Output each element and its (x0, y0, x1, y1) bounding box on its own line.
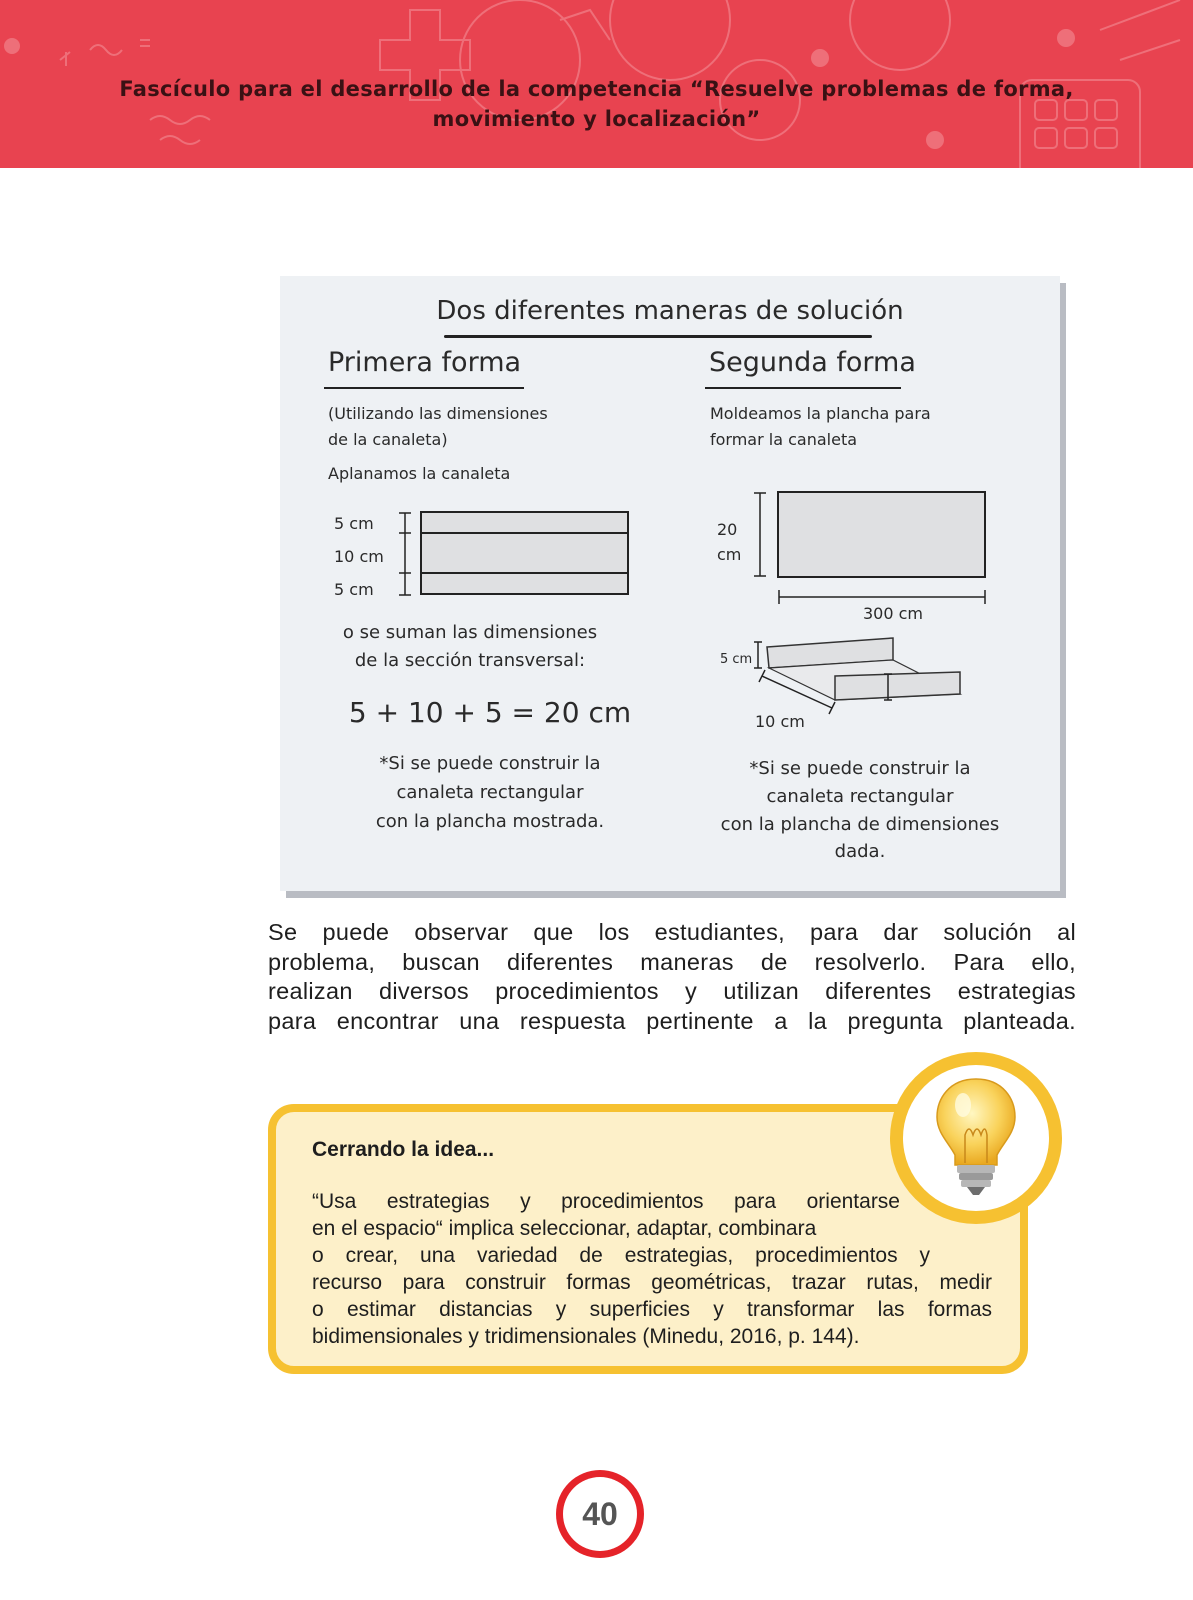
second-conclusion-line1: *Si se puede construir la (749, 758, 971, 779)
page-number-badge (556, 1470, 644, 1558)
sheet-figure (754, 492, 985, 604)
idea-line5: o estimar distancias y superficies y transformar las formas (312, 1298, 992, 1321)
header-banner (0, 0, 1193, 168)
first-method-heading: Primera forma (328, 347, 522, 378)
idea-line3: o crear, una variedad de estrategias, procedimientos y (312, 1244, 930, 1267)
first-note-line1: (Utilizando las dimensiones (328, 404, 548, 423)
idea-line4: recurso para construir formas geométricas, trazar rutas, medir (312, 1271, 992, 1294)
header-title-line1: Fascículo para el desarrollo de la competencia “Resuelve problemas de forma, (119, 77, 1074, 101)
idea-line1: “Usa estrategias y procedimientos para orientarse (312, 1190, 900, 1213)
card-title: Dos diferentes maneras de solución (436, 296, 904, 326)
second-base-label: 10 cm (755, 712, 805, 731)
second-method-heading: Segunda forma (709, 347, 916, 378)
first-dim-middle: 10 cm (334, 547, 384, 566)
first-equation: 5 + 10 + 5 = 20 cm (348, 696, 632, 729)
first-flatten-label: Aplanamos la canaleta (328, 464, 511, 483)
body-paragraph (268, 918, 1076, 1036)
second-conclusion-line2: canaleta rectangular (766, 786, 954, 807)
body-line3: realizan diversos procedimientos y utilizan diferentes estrategias (268, 978, 1076, 1004)
first-dim-bottom: 5 cm (334, 580, 374, 599)
flattened-canal-figure (399, 512, 628, 595)
second-height-value: 20 (717, 520, 738, 539)
first-conclusion-line3: con la plancha mostrada. (375, 811, 605, 832)
second-length-label: 300 cm (863, 604, 924, 623)
second-note-line1: Moldeamos la plancha para (710, 404, 931, 423)
idea-line6: bidimensionales y tridimensionales (Minedu, 2016, p. 144). (312, 1325, 860, 1348)
first-sum-line1: o se suman las dimensiones (342, 622, 598, 643)
lightbulb-icon (903, 1065, 1049, 1211)
header-title (60, 74, 1133, 134)
card-figures (280, 276, 1060, 891)
solution-card (280, 276, 1060, 891)
closing-idea-title: Cerrando la idea... (312, 1138, 495, 1161)
first-conclusion-line2: canaleta rectangular (396, 782, 584, 803)
body-line4: para encontrar una respuesta pertinente a la pregunta planteada. (268, 1007, 1076, 1034)
first-note-line2: de la canaleta) (328, 430, 448, 449)
second-conclusion-line4: dada. (834, 841, 886, 862)
closing-idea-text (312, 1188, 992, 1350)
body-line1: Se puede observar que los estudiantes, para dar solución al (268, 919, 1076, 945)
second-side-label: 5 cm (720, 652, 753, 667)
canal-3d-figure (754, 638, 960, 714)
second-conclusion-line3: con la plancha de dimensiones (720, 814, 1000, 835)
first-sum-line2: de la sección transversal: (354, 650, 586, 671)
second-note-line2: formar la canaleta (710, 430, 858, 449)
idea-line2: en el espacio“ implica seleccionar, adaptar, combinara (312, 1217, 817, 1240)
page-number: 40 (563, 1477, 637, 1551)
first-dim-top: 5 cm (334, 514, 374, 533)
header-title-line2: movimiento y localización” (432, 107, 761, 131)
second-height-unit: cm (717, 545, 742, 564)
body-line2: problema, buscan diferentes maneras de resolverlo. Para ello, (268, 948, 1076, 975)
lightbulb-badge (890, 1052, 1062, 1224)
first-conclusion-line1: *Si se puede construir la (379, 753, 601, 774)
